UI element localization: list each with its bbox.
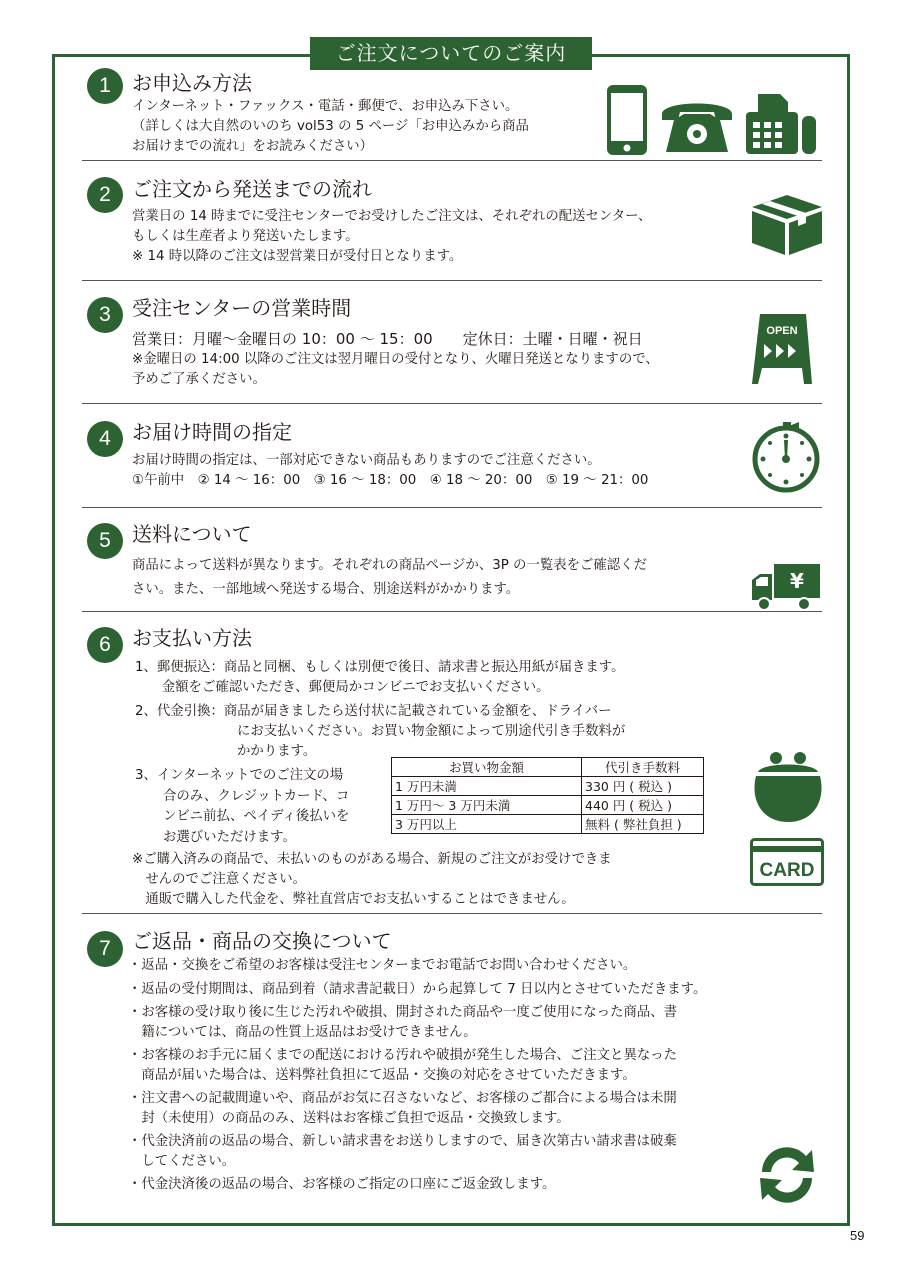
- yen-symbol: ¥: [790, 569, 804, 593]
- list-item: [128, 980, 706, 1000]
- divider: [82, 160, 822, 161]
- divider: [82, 403, 822, 404]
- bullet-line: ・代金決済後の返品の場合、お客様のご指定の口座にご返金致します。: [128, 1177, 556, 1192]
- section-heading: お申込み方法: [132, 71, 252, 95]
- table-row: [392, 796, 704, 815]
- body-line: 2、代金引換：商品が届きましたら送付状に記載されている金額を、ドライバー: [135, 704, 612, 719]
- bullet-line: ・代金決済前の返品の場合、新しい請求書をお送りしますので、届き次第古い請求書は破棄: [128, 1134, 677, 1149]
- table-cell: 440 円 ( 税込 ): [582, 796, 704, 815]
- section-heading: 受注センターの営業時間: [132, 296, 352, 320]
- page-title: ご注文についてのご案内: [310, 37, 592, 70]
- section-shipping-fee: [82, 520, 822, 605]
- section-business-hours: [82, 294, 822, 394]
- body-line: ※金曜日の 14:00 以降のご注文は翌月曜日の受付となり、火曜日発送となりますので、: [132, 352, 659, 367]
- section-number: 7: [87, 931, 123, 967]
- section-number: 6: [87, 627, 123, 663]
- body-line: せんのでご注意ください。: [132, 872, 307, 887]
- section-heading: ご注文から発送までの流れ: [132, 177, 372, 201]
- body-line: 1、郵便振込：商品と同梱、もしくは別便で後日、請求書と振込用紙が届きます。: [135, 660, 625, 675]
- body-line: 営業日の 14 時までに受注センターでお受けしたご注文は、それぞれの配送センター、: [132, 209, 652, 224]
- section-body: [132, 97, 529, 157]
- divider: [82, 611, 822, 612]
- table-cell: 1 万円～ 3 万円未満: [392, 796, 582, 815]
- body-line: 商品によって送料が異なります。それぞれの商品ページか、3P の一覧表をご確認くだ: [132, 558, 647, 573]
- body-line: 合のみ、クレジットカード、コ: [163, 788, 350, 804]
- body-line: （詳しくは大自然のいのち vol53 の 5 ページ「お申込みから商品: [132, 119, 529, 134]
- list-item: [128, 956, 706, 976]
- bullet-line: してください。: [128, 1153, 236, 1169]
- cod-fee-table: [391, 757, 704, 834]
- section-number: 3: [87, 297, 123, 333]
- table-row: [392, 815, 704, 834]
- body-line: もしくは生産者より発送いたします。: [132, 229, 359, 244]
- body-line: 3、インターネットでのご注文の場: [135, 768, 344, 783]
- section-number: 4: [87, 421, 123, 457]
- exchange-arrows-icon: [750, 1138, 824, 1212]
- section-returns-exchanges: [82, 927, 822, 1197]
- table-header-row: [392, 758, 704, 777]
- section-delivery-time: [82, 418, 822, 498]
- body-line: ンビニ前払、ペイディ後払いを: [163, 809, 350, 824]
- table-cell: 無料 ( 弊社負担 ): [582, 815, 704, 834]
- table-header: お買い物金額: [392, 758, 582, 777]
- body-line: お届け時間の指定は、一部対応できない商品もありますのでご注意ください。: [132, 453, 601, 468]
- section-body: [132, 207, 651, 267]
- body-line: お届けまでの流れ」をお読みください）: [132, 139, 374, 154]
- package-icon: [750, 193, 824, 257]
- bullet-line: ・注文書への記載間違いや、商品がお気に召さないなど、お客様のご都合による場合は未開: [128, 1091, 677, 1106]
- page-number: 59: [850, 1228, 865, 1243]
- table-cell: 3 万円以上: [392, 815, 582, 834]
- section-heading: お届け時間の指定: [132, 420, 292, 444]
- table-cell: 330 円 ( 税込 ): [582, 777, 704, 796]
- table-row: [392, 777, 704, 796]
- payment-postal-transfer: [135, 658, 625, 698]
- telephone-icon: [660, 96, 734, 154]
- divider: [82, 280, 822, 281]
- bullet-line: ・返品・交換をご希望のお客様は受注センターまでお電話でお問い合わせください。: [128, 958, 637, 973]
- payment-notes: [132, 850, 612, 910]
- section-heading: 送料について: [132, 522, 252, 546]
- credit-card-icon: [750, 838, 824, 886]
- body-line: 予めご了承ください。: [132, 372, 266, 387]
- body-line: 金額をご確認いただき、郵便局かコンビニでお支払いください。: [135, 680, 550, 695]
- body-line: インターネット・ファックス・電話・郵便で、お申込み下さい。: [132, 99, 519, 114]
- stopwatch-icon: [751, 420, 821, 494]
- section-heading: ご返品・商品の交換について: [132, 929, 392, 953]
- body-line: ①午前中 ② 14 ～ 16：00 ③ 16 ～ 18：00 ④ 18 ～ 20：00 ⑤ 19 ～ 21：00: [132, 473, 649, 488]
- returns-bullets: [128, 956, 706, 1195]
- body-line: かかります。: [237, 744, 317, 759]
- list-item: [128, 1046, 706, 1085]
- bullet-line: ・返品の受付期間は、商品到着（請求書記載日）から起算して 7 日以内とさせていただきます。: [128, 981, 707, 997]
- bullet-line: ・お客様のお手元に届くまでの配送における汚れや破損が発生した場合、ご注文と異なった: [128, 1048, 678, 1063]
- coin-purse-icon: [752, 750, 824, 824]
- bullet-line: 籍については、商品の性質上返品はお受けできません。: [128, 1024, 477, 1040]
- bullet-line: ・お客様の受け取り後に生じた汚れや破損、開封された商品や一度ご使用になった商品、書: [128, 1005, 678, 1020]
- list-item: [128, 1175, 706, 1195]
- business-hours: 営業日：月曜～金曜日の 10：00 ～ 15：00 定休日：土曜・日曜・祝日: [132, 330, 643, 348]
- card-text: CARD: [759, 860, 815, 881]
- section-number: 2: [87, 177, 123, 213]
- bullet-line: 封（未使用）の商品のみ、送料はお客様ご負担で返品・交換致します。: [128, 1110, 570, 1126]
- payment-online: [135, 766, 349, 848]
- body-line: お選びいただけます。: [163, 829, 296, 845]
- section-number: 1: [87, 68, 123, 104]
- section-order-flow: [82, 175, 822, 275]
- body-line: 通販で購入した代金を、弊社直営店でお支払いすることはできません。: [132, 892, 575, 907]
- section-heading: お支払い方法: [132, 626, 252, 650]
- section-body: [132, 451, 648, 491]
- open-sign-icon: [750, 312, 814, 386]
- smartphone-icon: [606, 84, 648, 156]
- body-line: さい。また、一部地域へ発送する場合、別途送料がかかります。: [132, 582, 520, 597]
- section-body: [132, 350, 659, 390]
- bullet-line: 商品が届いた場合は、送料弊社負担にて返品・交換の対応をさせていただきます。: [128, 1067, 636, 1083]
- divider: [82, 507, 822, 508]
- body-line: ※ 14 時以降のご注文は翌営業日が受付日となります。: [132, 249, 463, 264]
- open-sign-text: OPEN: [766, 325, 798, 337]
- table-header: 代引き手数料: [582, 758, 704, 777]
- list-item: [128, 1089, 706, 1128]
- section-number: 5: [87, 523, 123, 559]
- body-line: ※ご購入済みの商品で、未払いのものがある場合、新規のご注文がお受けできま: [132, 852, 612, 867]
- list-item: [128, 1132, 706, 1171]
- delivery-truck-icon: [750, 562, 822, 612]
- section-body: [132, 554, 647, 602]
- table-cell: 1 万円未満: [392, 777, 582, 796]
- body-line: にお支払いください。お買い物金額によって別途代引き手数料が: [237, 724, 626, 739]
- list-item: [128, 1003, 706, 1042]
- fax-icon: [744, 92, 818, 156]
- payment-cash-on-delivery: [135, 702, 625, 762]
- divider: [82, 913, 822, 914]
